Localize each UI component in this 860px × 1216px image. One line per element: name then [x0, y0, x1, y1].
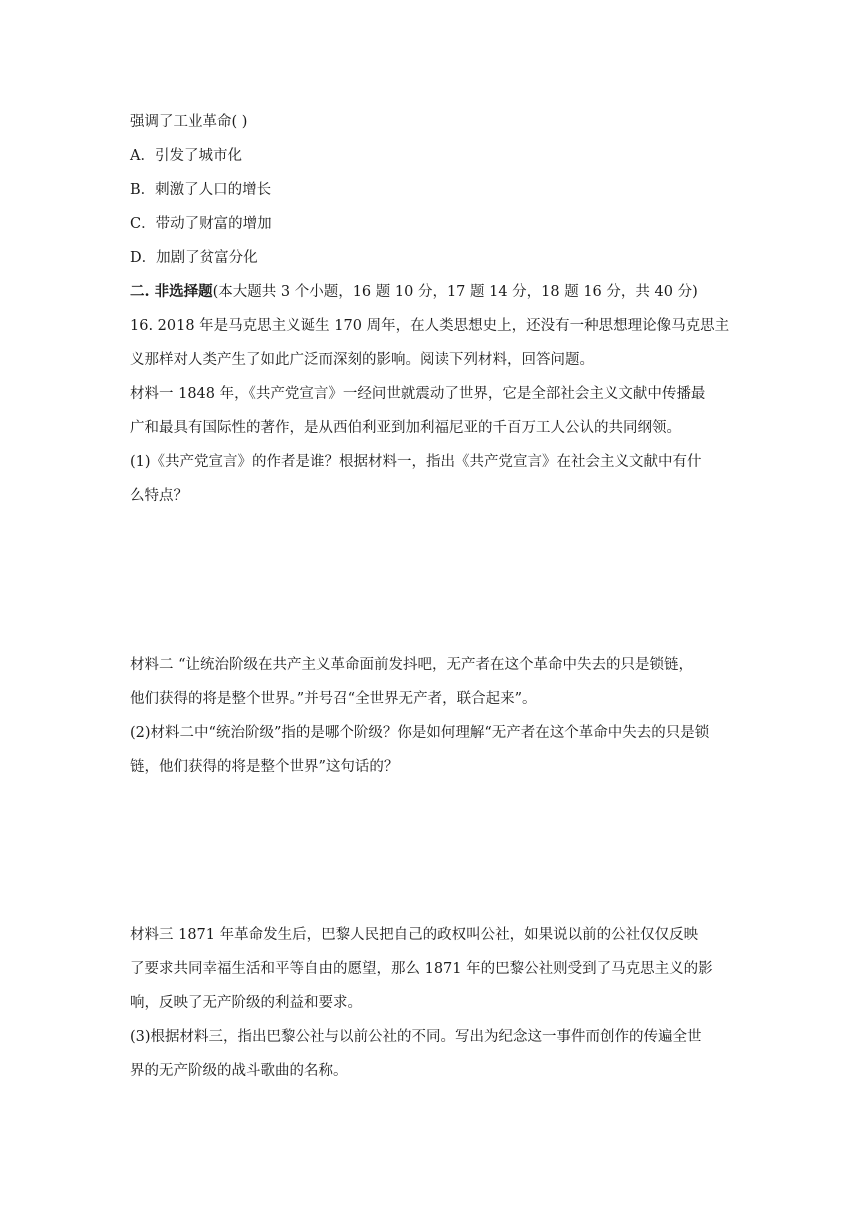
- sub-question-3-line-1: (3)根据材料三，指出巴黎公社与以前公社的不同。写出为纪念这一事件而创作的传遍全世: [130, 1029, 702, 1045]
- material-1-line-1: 材料一 1848 年，《共产党宣言》一经问世就震动了世界，它是全部社会主义文献中传播最: [130, 386, 706, 402]
- material-2-line-1: 材料二 “让统治阶级在共产主义革命面前发抖吧，无产者在这个革命中失去的只是锁链，: [130, 657, 694, 673]
- section-heading: [130, 282, 698, 302]
- sub-question-3-line-2: 界的无产阶级的战斗歌曲的名称。: [130, 1063, 348, 1079]
- option-b: B．刺激了人口的增长: [130, 182, 272, 198]
- question-stem: 强调了工业革命( ): [130, 114, 248, 130]
- material-3-line-1: 材料三 1871 年革命发生后，巴黎人民把自己的政权叫公社，如果说以前的公社仅仅反映: [130, 927, 699, 943]
- option-a: A．引发了城市化: [130, 148, 242, 164]
- material-3-line-2: 了要求共同幸福生活和平等自由的愿望，那么 1871 年的巴黎公社则受到了马克思主义的影: [130, 961, 713, 977]
- sub-question-1-line-1: (1)《共产党宣言》的作者是谁？根据材料一，指出《共产党宣言》在社会主义文献中有什: [130, 454, 702, 470]
- section-heading-detail: (本大题共 3 个小题，16 题 10 分，17 题 14 分，18 题 16 分，共 40 分): [212, 284, 698, 300]
- section-heading-title: 二. 非选择题: [130, 283, 213, 300]
- sub-question-2-line-1: (2)材料二中“统治阶级”指的是哪个阶级？你是如何理解“无产者在这个革命中失去的只是锁: [130, 725, 710, 741]
- material-1-line-2: 广和最具有国际性的著作，是从西伯利亚到加利福尼亚的千百万工人公认的共同纲领。: [130, 420, 681, 436]
- sub-question-2-line-2: 链，他们获得的将是整个世界”这句话的？: [130, 759, 399, 775]
- material-3-line-3: 响，反映了无产阶级的利益和要求。: [130, 995, 362, 1011]
- option-d: D．加剧了贫富分化: [130, 250, 258, 266]
- option-c: C．带动了财富的增加: [130, 216, 272, 232]
- q16-intro-line-2: 义那样对人类产生了如此广泛而深刻的影响。阅读下列材料，回答问题。: [130, 352, 594, 368]
- sub-question-1-line-2: 么特点？: [130, 488, 188, 504]
- material-2-line-2: 他们获得的将是整个世界。”并号召“全世界无产者，联合起来”。: [130, 691, 537, 707]
- q16-intro-line-1: 16. 2018 年是马克思主义诞生 170 周年，在人类思想史上，还没有一种思想理论像马克思主: [130, 318, 730, 334]
